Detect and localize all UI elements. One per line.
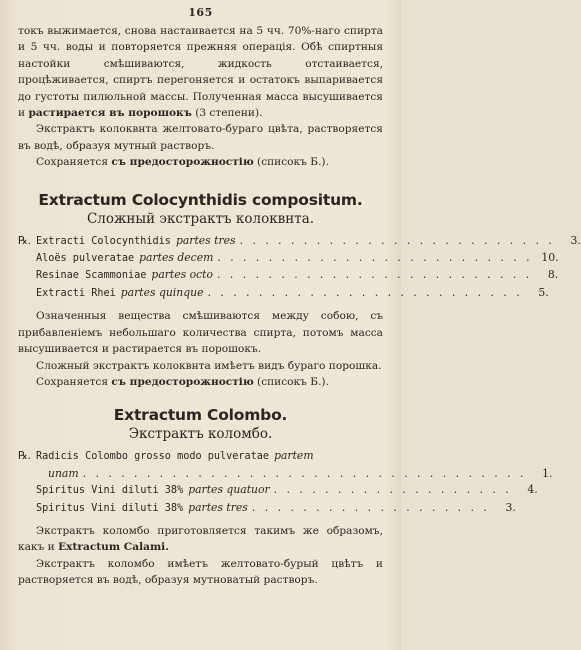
recipe-quantity: partes tres — [175, 233, 236, 247]
section-subtitle: Экстрактъ коломбо. — [128, 426, 273, 443]
recipe-quantity: partes octo — [151, 268, 214, 282]
section1-paragraph-3 — [18, 374, 383, 390]
recipe-ingredient: Extracti Colocynthidis — [36, 235, 171, 247]
recipe-row — [18, 267, 559, 284]
recipe-amount: 5. — [538, 285, 549, 299]
leader-dots: . . . . . . . . . . . . . . . . . . . . . . . . . — [217, 251, 533, 265]
recipe-row — [18, 482, 538, 499]
recipe-amount: 3. — [570, 233, 581, 247]
recipe-list — [18, 233, 581, 303]
recipe-mark: ℞. — [18, 233, 32, 247]
section-title: Extractum Colombo. — [113, 406, 288, 425]
page-number: 165 — [188, 6, 213, 19]
leader-dots: . . . . . . . . . . . . . . . . . . . . . . . . . . . . . . . . . . . — [82, 466, 527, 480]
section-subtitle: Сложный экстрактъ колоквнта. — [86, 210, 315, 227]
recipe-quantity: partem — [274, 449, 314, 463]
recipe-amount: 10. — [541, 251, 559, 265]
recipe-ingredient: Spiritus Vini diluti 38% — [36, 502, 184, 514]
leader-dots: . . . . . . . . . . . . . . . . . . . . . . . . . — [217, 268, 533, 282]
leader-dots: . . . . . . . . . . . . . . . . . . . — [273, 483, 512, 497]
section2-text: Экстрактъ коломбо приготовляется такимъ же образомъ, какъ и — [18, 524, 383, 554]
recipe-row — [18, 250, 559, 267]
recipe-row — [18, 233, 581, 250]
recipe-amount: 1. — [542, 466, 553, 480]
recipe-quantity: partes tres — [188, 500, 248, 514]
section2-paragraph-2: Экстрактъ коломбо имѣетъ желтовато-бурый цвѣтъ и растворяется въ водѣ, образуя мутноватый растворъ. — [18, 557, 383, 587]
recipe-quantity: unam — [48, 466, 79, 480]
storage-list: (списокъ Б.). — [253, 156, 329, 169]
section-title: Extractum Colocynthidis compositum. — [38, 190, 363, 209]
recipe-ingredient: Extracti Rhei — [36, 287, 116, 299]
leader-dots: . . . . . . . . . . . . . . . . . . . — [251, 500, 490, 514]
recipe-mark: ℞. — [18, 449, 32, 463]
recipe-ingredient: Radicis Colombo grosso modo pulveratae — [36, 451, 270, 463]
recipe-ingredient: Resinae Scammoniae — [36, 270, 147, 282]
recipe-ingredient: Spiritus Vini diluti 38% — [36, 485, 184, 497]
recipe-row — [18, 285, 549, 302]
intro-paragraph-3 — [18, 154, 383, 170]
section1-paragraph-2: Сложный экстрактъ колоквнта имѣетъ видъ бураго порошка. — [36, 359, 382, 372]
intro-text: токъ выжимается, снова настаивается на 5 чч. 70%-наго спирта и 5 чч. воды и повторяется прежняя операція. Обѣ спиртныя настойки смѣшиваются, жидкость отстаивается, процѣживается, спиртъ перегоняется и остатокъ выпаривается до густоты пилюльной массы. Полученная масса высушивается и — [18, 25, 383, 120]
recipe-quantity: partes quatuor — [188, 483, 270, 497]
intro-bold-text: растирается въ порошокъ — [28, 107, 192, 120]
storage-caution: съ предосторожностію — [111, 375, 254, 388]
intro-paragraph-2: Экстрактъ колоквнта желтовато-бураго цвѣта, растворяется въ водѣ, образуя мутный растворъ. — [18, 123, 383, 152]
recipe-ingredient: Aloës pulveratae — [36, 253, 135, 265]
leader-dots: . . . . . . . . . . . . . . . . . . . . . . . . . — [239, 233, 555, 247]
recipe-amount: 8. — [547, 268, 559, 282]
cross-reference: Extractum Calami. — [58, 541, 169, 554]
recipe-quantity: partes decem — [139, 251, 214, 265]
recipe-row — [18, 500, 516, 517]
recipe-amount: 3. — [505, 500, 516, 514]
section2-paragraph-1 — [18, 523, 383, 556]
storage-caution: съ предосторожностію — [111, 156, 254, 169]
section1-paragraph-1: Означенныя вещества смѣшиваются между собою, съ прибавленіемъ небольшаго количества спирта, потомъ масса высушивается и растирается въ порошокъ. — [18, 310, 383, 356]
recipe-quantity: partes quinque — [120, 285, 204, 299]
recipe-list — [18, 448, 553, 517]
intro-text-end: (3 степени). — [191, 107, 263, 120]
intro-paragraph-1 — [18, 23, 383, 121]
storage-list: (списокъ Б.). — [253, 375, 329, 388]
leader-dots: . . . . . . . . . . . . . . . . . . . . . . . . . — [207, 285, 523, 299]
storage-label: Сохраняется — [36, 156, 112, 169]
recipe-row — [18, 448, 383, 465]
recipe-amount: 4. — [527, 483, 538, 497]
recipe-row — [18, 466, 553, 482]
storage-label: Сохраняется — [36, 375, 112, 388]
